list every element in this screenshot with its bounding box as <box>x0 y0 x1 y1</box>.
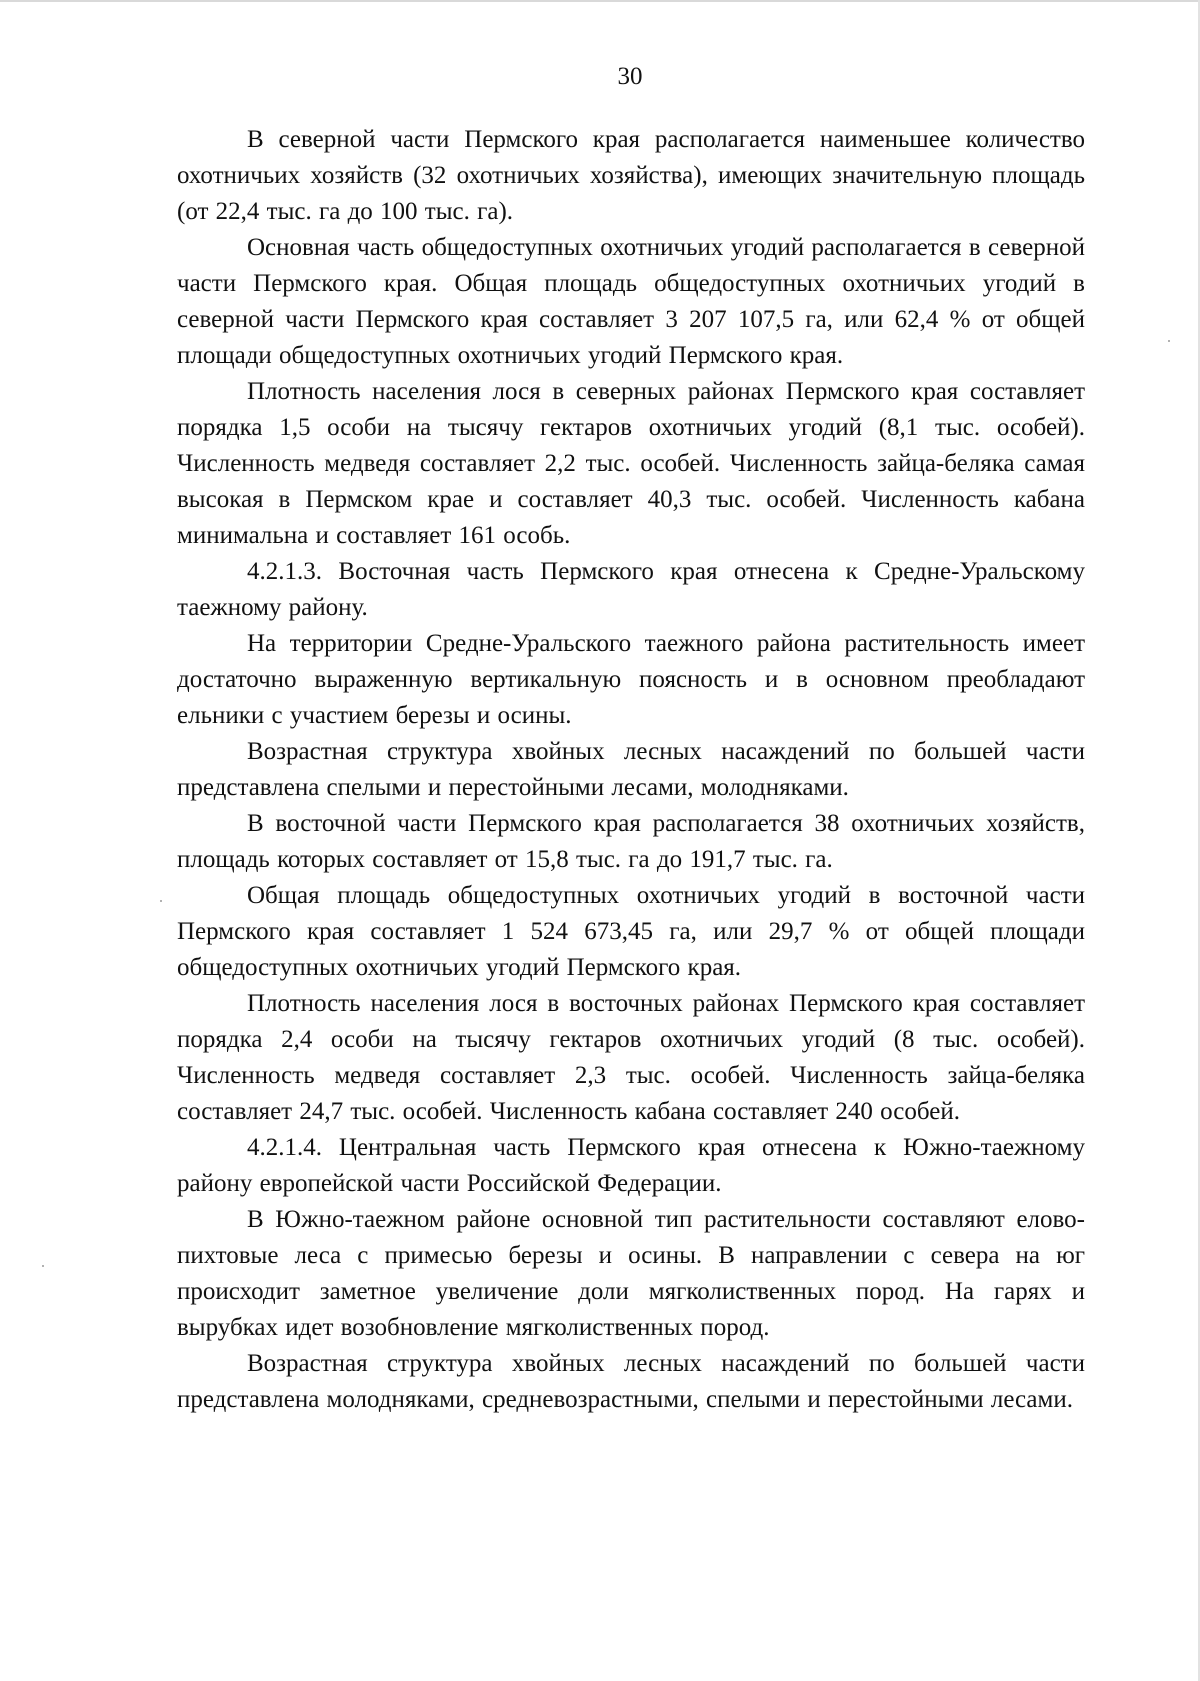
paragraph: В Южно-таежном районе основной тип растительности составляют елово-пихтовые леса с примесью березы и осины. В направлении с севера на юг происходит заметное увеличение доли мягколиственных пород. На гарях и вырубках идет возобновление мягколиственных пород. <box>177 1206 1085 1341</box>
section-heading-4-2-1-3: 4.2.1.3. Восточная часть Пермского края отнесена к Средне-Уральскому таежному району. <box>177 558 1085 621</box>
paragraph: Возрастная структура хвойных лесных насаждений по большей части представлена спелыми и перестойными лесами, молодняками. <box>177 738 1085 801</box>
scan-edge-top <box>0 0 1200 2</box>
paragraph: На территории Средне-Уральского таежного района растительность имеет достаточно выраженную вертикальную поясность и в основном преобладают ельники с участием березы и осины. <box>177 630 1085 729</box>
scan-speck <box>42 1265 44 1267</box>
paragraph: Основная часть общедоступных охотничьих угодий располагается в северной части Пермского края. Общая площадь общедоступных охотничьих угодий в северной части Пермского края составляет 3 207 107,5 га, или 62,4 % от общей площади общедоступных охотничьих угодий Пермского края. <box>177 234 1085 369</box>
paragraph: Возрастная структура хвойных лесных насаждений по большей части представлена молодняками, средневозрастными, спелыми и перестойными лесами. <box>177 1350 1085 1413</box>
scan-speck <box>1168 340 1170 342</box>
scan-speck <box>160 900 162 902</box>
paragraph: Общая площадь общедоступных охотничьих угодий в восточной части Пермского края составляет 1 524 673,45 га, или 29,7 % от общей площади общедоступных охотничьих угодий Пермского края. <box>177 882 1085 981</box>
paragraph: В восточной части Пермского края располагается 38 охотничьих хозяйств, площадь которых составляет от 15,8 тыс. га до 191,7 тыс. га. <box>177 810 1085 873</box>
paragraph: Плотность населения лося в северных районах Пермского края составляет порядка 1,5 особи на тысячу гектаров охотничьих угодий (8,1 тыс. особей). Численность медведя составляет 2,2 тыс. особей. Численность зайца-беляка самая высокая в Пермском крае и составляет 40,3 тыс. особей. Численность кабана минимальна и составляет 161 особь. <box>177 378 1085 549</box>
page-number: 30 <box>617 63 643 90</box>
document-body <box>177 122 1085 1418</box>
paragraph: В северной части Пермского края располагается наименьшее количество охотничьих хозяйств (32 охотничьих хозяйства), имеющих значительную площадь (от 22,4 тыс. га до 100 тыс. га). <box>177 126 1085 225</box>
section-heading-4-2-1-4: 4.2.1.4. Центральная часть Пермского края отнесена к Южно-таежному району европейской части Российской Федерации. <box>177 1134 1085 1197</box>
paragraph: Плотность населения лося в восточных районах Пермского края составляет порядка 2,4 особи на тысячу гектаров охотничьих угодий (8 тыс. особей). Численность медведя составляет 2,3 тыс. особей. Численность зайца-беляка составляет 24,7 тыс. особей. Численность кабана составляет 240 особей. <box>177 990 1085 1125</box>
